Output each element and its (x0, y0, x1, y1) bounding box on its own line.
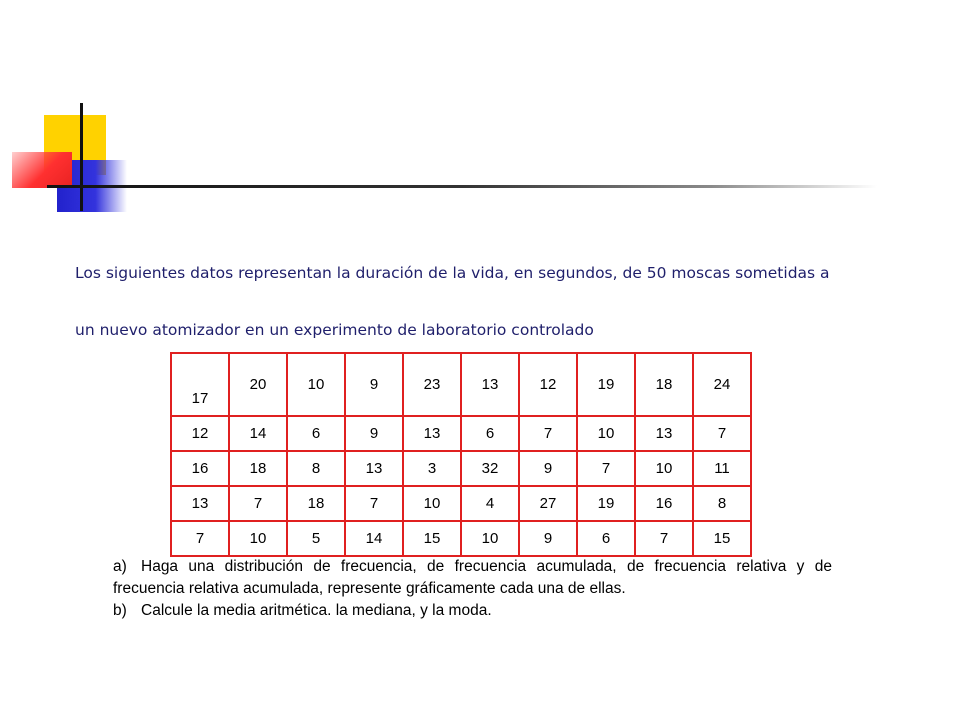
question-a-text: Haga una distribución de frecuencia, de frecuencia acumulada, de frecuencia relativa y de frecuencia relativa acumulada, represente gráficamente cada una de ellas. (113, 558, 832, 597)
table-cell: 7 (693, 416, 751, 451)
table-cell: 13 (403, 416, 461, 451)
title-decoration (0, 0, 960, 230)
table-row (171, 486, 751, 521)
table-cell: 13 (345, 451, 403, 486)
table-cell: 10 (635, 451, 693, 486)
table-cell: 6 (461, 416, 519, 451)
table-cell: 7 (577, 451, 635, 486)
table-cell: 12 (171, 416, 229, 451)
decor-horizontal-line (47, 185, 877, 188)
decor-vertical-line (80, 103, 83, 211)
table-cell: 7 (635, 521, 693, 556)
intro-line-1: Los siguientes datos representan la duración de la vida, en segundos, de 50 moscas sometidas a (75, 264, 830, 282)
table-cell: 20 (229, 353, 287, 416)
table-cell: 6 (287, 416, 345, 451)
table-cell: 11 (693, 451, 751, 486)
table-cell: 9 (345, 416, 403, 451)
table-cell: 12 (519, 353, 577, 416)
table-cell: 16 (171, 451, 229, 486)
question-a-label: a) (113, 558, 127, 575)
table-cell: 9 (519, 521, 577, 556)
questions (113, 556, 832, 622)
table-cell: 8 (693, 486, 751, 521)
table-cell: 10 (577, 416, 635, 451)
table-cell: 18 (287, 486, 345, 521)
table-cell: 4 (461, 486, 519, 521)
table-cell: 17 (171, 353, 229, 416)
table-cell: 9 (519, 451, 577, 486)
table-cell: 13 (461, 353, 519, 416)
table-cell: 23 (403, 353, 461, 416)
decor-red-square (12, 152, 72, 188)
question-a (113, 556, 832, 600)
table-cell: 14 (229, 416, 287, 451)
table-cell: 14 (345, 521, 403, 556)
question-b (113, 600, 832, 622)
table-cell: 8 (287, 451, 345, 486)
table-cell: 10 (287, 353, 345, 416)
table-row (171, 521, 751, 556)
table-cell: 7 (345, 486, 403, 521)
table-cell: 18 (229, 451, 287, 486)
table-cell: 15 (693, 521, 751, 556)
table-cell: 32 (461, 451, 519, 486)
table-cell: 10 (229, 521, 287, 556)
table-cell: 10 (461, 521, 519, 556)
table-cell: 15 (403, 521, 461, 556)
table-cell: 3 (403, 451, 461, 486)
data-table (170, 352, 752, 557)
table-cell: 6 (577, 521, 635, 556)
table-cell: 7 (519, 416, 577, 451)
table-row (171, 451, 751, 486)
table-cell: 10 (403, 486, 461, 521)
table-cell: 7 (171, 521, 229, 556)
table-cell: 13 (635, 416, 693, 451)
table-cell: 19 (577, 353, 635, 416)
table-cell: 27 (519, 486, 577, 521)
table-cell: 24 (693, 353, 751, 416)
intro-line-2: un nuevo atomizador en un experimento de laboratorio controlado (75, 321, 594, 339)
table-cell: 18 (635, 353, 693, 416)
table-cell: 13 (171, 486, 229, 521)
question-b-label: b) (113, 602, 127, 619)
table-cell: 5 (287, 521, 345, 556)
table-row (171, 416, 751, 451)
table-cell: 9 (345, 353, 403, 416)
table-cell: 19 (577, 486, 635, 521)
table-cell: 16 (635, 486, 693, 521)
table-cell: 7 (229, 486, 287, 521)
question-b-text: Calcule la media aritmética. la mediana, y la moda. (141, 602, 492, 619)
table-row (171, 353, 751, 416)
